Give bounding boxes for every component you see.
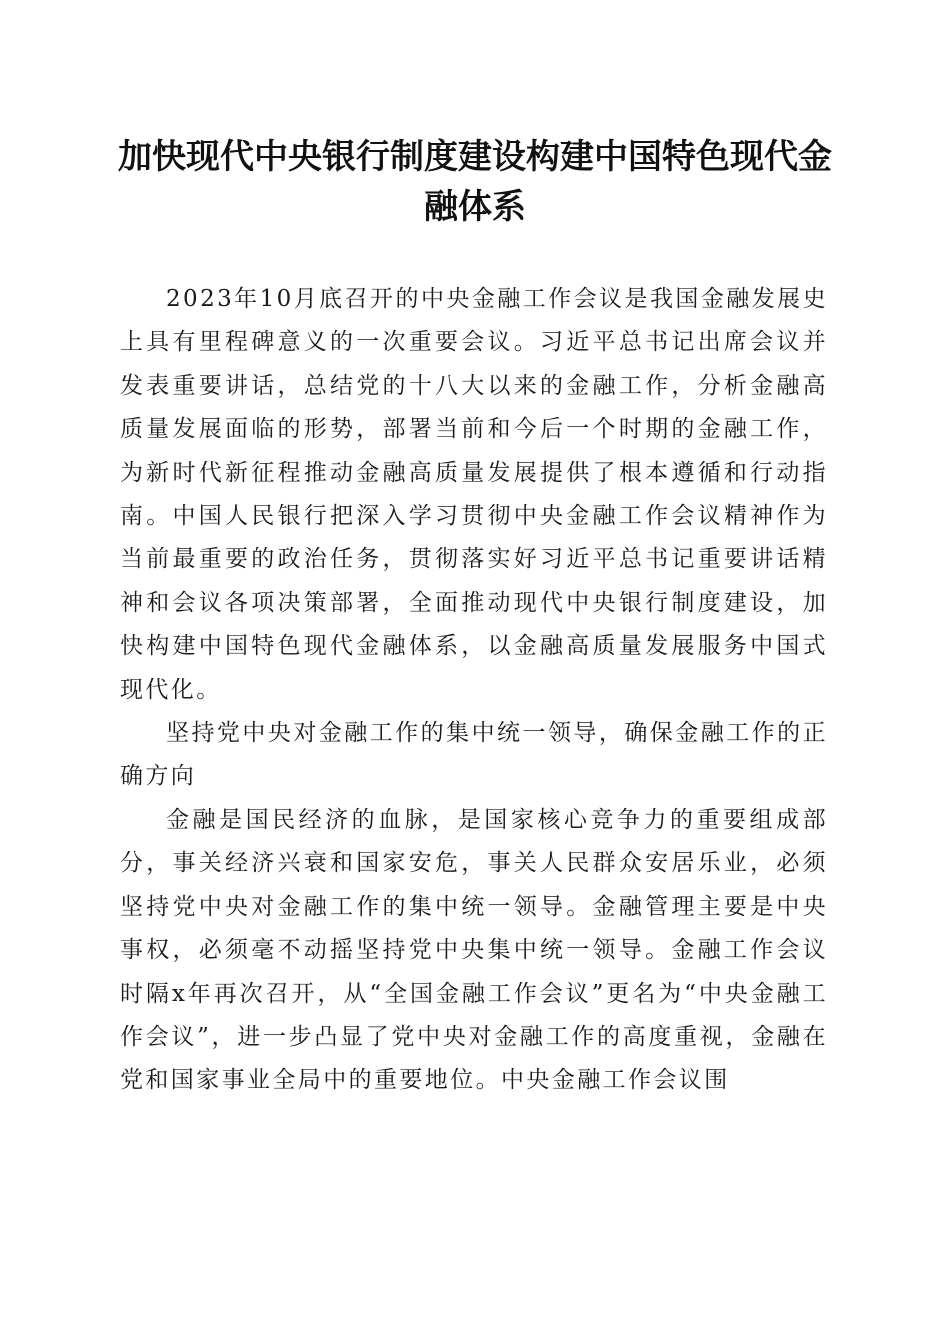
paragraph-intro: 2023年10月底召开的中央金融工作会议是我国金融发展史上具有里程碑意义的一次重要会议。习近平总书记出席会议并发表重要讲话，总结党的十八大以来的金融工作，分析金融高质量发展面临的形势，部署当前和今后一个时期的金融工作，为新时代新征程推动金融高质量发展提供了根本遵循和行动指南。中国人民银行把深入学习贯彻中央金融工作会议精神作为当前最重要的政治任务，贯彻落实好习近平总书记重要讲话精神和会议各项决策部署，全面推动现代中央银行制度建设，加快构建中国特色现代金融体系，以金融高质量发展服务中国式现代化。 [120, 286, 828, 703]
paragraph-section-body: 金融是国民经济的血脉，是国家核心竞争力的重要组成部分，事关经济兴衰和国家安危，事关人民群众安居乐业，必须坚持党中央对金融工作的集中统一领导。金融管理主要是中央事权，必须毫不动摇坚持党中央集中统一领导。金融工作会议时隔x年再次召开，从“全国金融工作会议”更名为“中央金融工作会议”，进一步凸显了党中央对金融工作的高度重视，金融在党和国家事业全局中的重要地位。中央金融工作会议围 [120, 806, 828, 1094]
document-title: 加快现代中央银行制度建设构建中国特色现代金融体系 [118, 137, 832, 227]
section-heading: 坚持党中央对金融工作的集中统一领导，确保金融工作的正确方向 [120, 720, 828, 790]
document-body [120, 278, 828, 1103]
